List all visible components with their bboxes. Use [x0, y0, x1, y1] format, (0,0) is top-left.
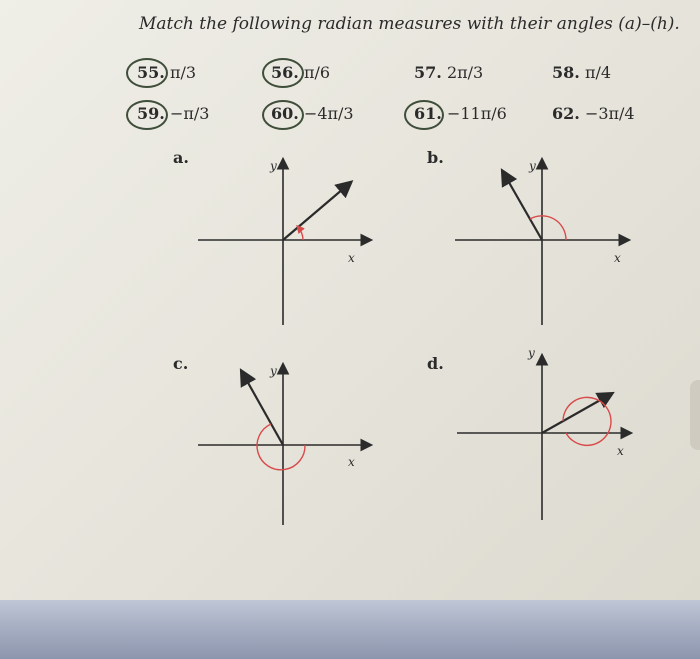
figure-b — [455, 159, 628, 325]
figure-d — [457, 346, 630, 520]
terminal-ray — [283, 183, 350, 240]
problem-number: 59. — [137, 104, 165, 123]
problem-number: 57. — [414, 63, 442, 82]
problem-number: 60. — [271, 104, 299, 123]
y-axis-label: y — [528, 346, 535, 360]
problem-number: 55. — [137, 63, 165, 82]
problem-number: 62. — [552, 104, 580, 123]
problem-value: π/3 — [169, 63, 197, 82]
instructions-title: Match the following radian measures with their angles (a)–(h). — [139, 14, 680, 34]
angle-marker — [298, 227, 303, 240]
problem-number: 61. — [414, 104, 442, 123]
terminal-ray — [242, 372, 283, 445]
problem-value: 2π/3 — [446, 63, 484, 82]
problem-value: π/4 — [584, 63, 612, 82]
y-axis-label: y — [270, 364, 277, 378]
figure-c — [198, 364, 370, 525]
figure-label-a: a. — [173, 148, 189, 167]
x-axis-label: x — [348, 455, 355, 469]
problem-value: −4π/3 — [303, 104, 354, 123]
angle-marker — [563, 397, 611, 445]
angle-marker — [257, 424, 305, 470]
terminal-ray — [503, 172, 542, 240]
y-axis-label: y — [270, 159, 277, 173]
x-axis-label: x — [614, 251, 621, 265]
problem-value: −11π/6 — [446, 104, 507, 123]
figure-label-c: c. — [173, 354, 189, 373]
problem-value: −3π/4 — [584, 104, 635, 123]
problem-value: π/6 — [303, 63, 331, 82]
problem-value: −π/3 — [169, 104, 210, 123]
x-axis-label: x — [348, 251, 355, 265]
problem-number: 58. — [552, 63, 580, 82]
problem-number: 56. — [271, 63, 299, 82]
x-axis-label: x — [617, 444, 624, 458]
figure-label-b: b. — [427, 148, 444, 167]
figure-a — [198, 159, 370, 325]
y-axis-label: y — [529, 159, 536, 173]
figure-label-d: d. — [427, 354, 444, 373]
